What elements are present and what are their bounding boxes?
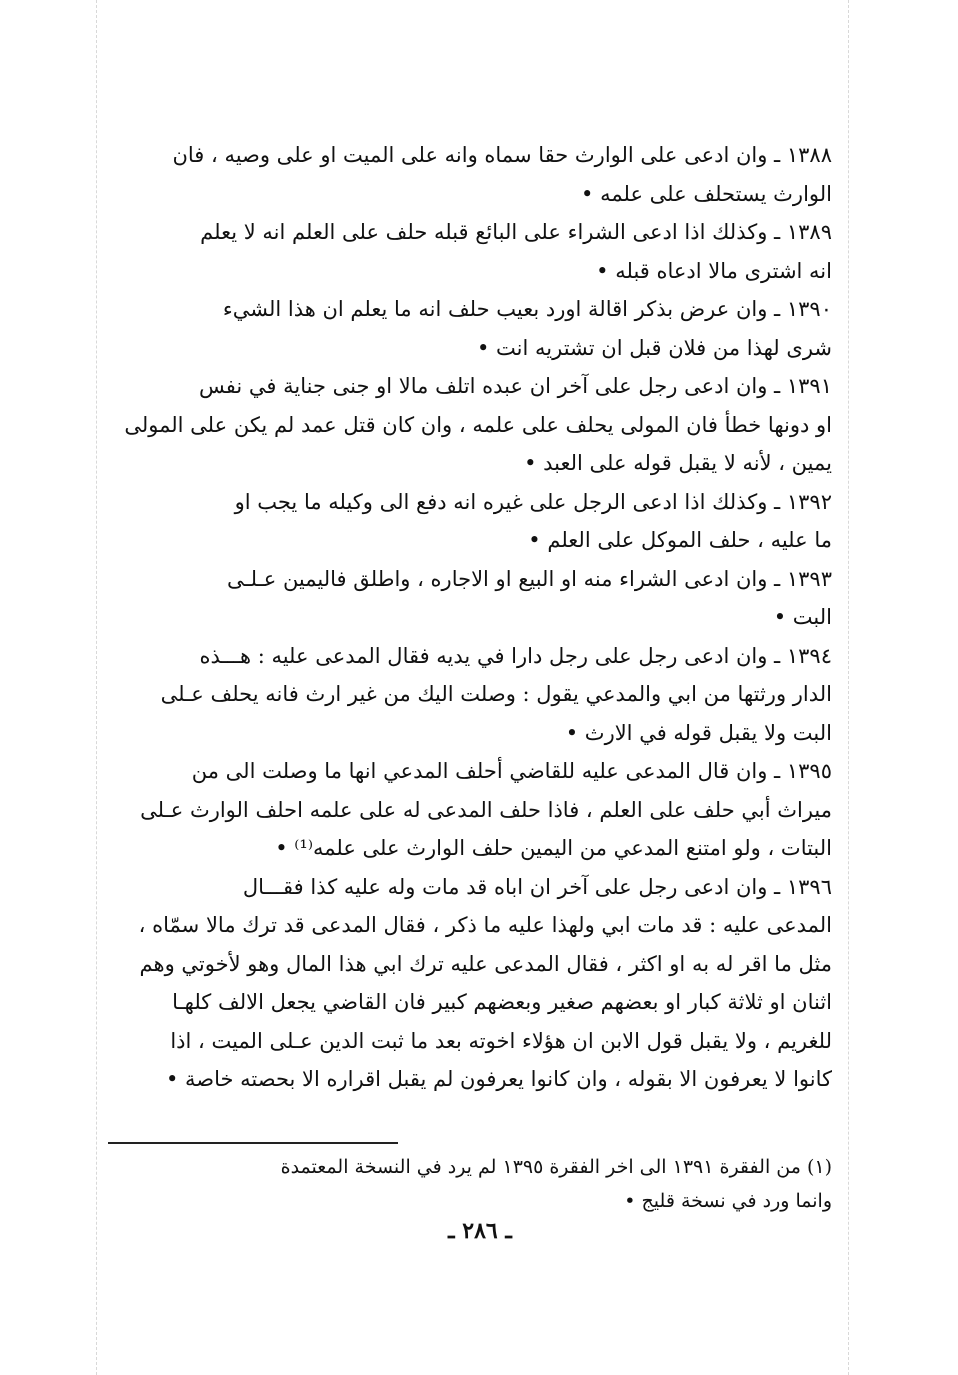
text-line: اثنان او ثلاثة كبار او بعضهم صغير وبعضهم كبير فان القاضي يجعل الالف كلهـا: [172, 990, 832, 1014]
text-line: ١٣٩٥ ـ وان قال المدعى عليه للقاضي أحلف المدعي انها ما وصلت الى من: [191, 759, 832, 783]
text-line: ١٣٩٦ ـ وان ادعى رجل على آخر ان اباه قد مات وله عليه كذا فقـــال: [242, 874, 832, 899]
footnote-divider: [108, 1142, 398, 1144]
text-line: ١٣٨٩ ـ وكذلك اذا ادعى الشراء على البائع قبله حلف على العلم انه لا يعلم: [200, 220, 832, 244]
text-line: ١٣٩١ ـ وان ادعى رجل على آخر ان عبده اتلف مالا او جنى جناية في نفس: [199, 374, 832, 398]
text-line: ١٣٩٤ ـ وان ادعى رجل على رجل دارا في يديه فقال المدعى عليه : هـــذه: [199, 643, 832, 668]
text-line: ما عليه ، حلف الموكل على العلم •: [528, 528, 832, 552]
text-line: او دونها خطأ فان المولى يحلف على علمه ، وان كان قتل عمد لم يكن على المولى: [124, 412, 832, 437]
text-line: شرى لهذا من فلان قبل ان تشتريه انت •: [476, 335, 832, 360]
text-line: المدعى عليه : قد مات ابي ولهذا عليه ما ذكر ، فقال المدعى قد ترك مالا سمّاه ،: [138, 913, 832, 937]
text-line: ١٣٩٣ ـ وان ادعى الشراء منه او البيع او الاجاره ، واطلق فاليمين عـلـى: [226, 566, 832, 591]
text-line: ١٣٨٨ ـ وان ادعى على الوارث حقا سماه وانه على الميت او على وصيه ، فان: [172, 143, 832, 167]
text-line: ١٣٩٠ ـ وان عرض بذكر اقالة اورد بعيب حلف انه ما يعلم ان هذا الشيء: [222, 297, 832, 321]
scan-guide-line: [96, 0, 97, 1375]
text-line: يمين ، لأنه لا يقبل قوله على العبد •: [524, 451, 832, 475]
footnote-line: وانما ورد في نسخة قليج •: [624, 1190, 832, 1212]
scan-guide-line: [848, 0, 849, 1375]
text-line: البت •: [773, 605, 832, 629]
text-line: ميراث أبي حلف على العلم ، فاذا حلف المدعى له على علمه احلف الوارث عـلى: [140, 797, 832, 822]
text-line: الوارث يستحلف على علمه •: [581, 181, 832, 206]
page-number: ـ ٢٨٦ ـ: [448, 1218, 512, 1244]
text-line: البت ولا يقبل قوله في الارث •: [565, 720, 832, 745]
body-text: [108, 136, 832, 1099]
text-line: انه اشترى مالا ادعاه قبله •: [596, 258, 832, 283]
footnote: [130, 1150, 832, 1218]
text-line: ١٣٩٢ ـ وكذلك اذا ادعى الرجل على غيره انه دفع الى وكيله ما يجب او: [234, 489, 832, 514]
text-line: الدار ورثتها من ابي والمدعي يقول : وصلت اليك من غير ارث فانه يحلف عـلى: [160, 682, 832, 706]
text-line: كانوا لا يعرفون الا بقوله ، وان كانوا يعرفون لم يقبل اقراره الا بحصته خاصة •: [165, 1067, 832, 1091]
footnote-line: (١) من الفقرة ١٣٩١ الى اخر الفقرة ١٣٩٥ لم يرد في النسخة المعتمدة: [280, 1156, 832, 1178]
text-line: للغريم ، ولا يقبل قول الابن ان هؤلاء اخوته بعد ما ثبت الدين عـلى الميت ، اذا: [170, 1028, 832, 1053]
text-line: مثل ما اقر له به او اكثر ، فقال المدعى عليه ترك ابي هذا المال وهو لأخوتي وهم: [139, 951, 832, 976]
text-line: البتات ، ولو امتنع المدعي من اليمين حلف الوارث على علمه⁽¹⁾ •: [275, 836, 832, 860]
